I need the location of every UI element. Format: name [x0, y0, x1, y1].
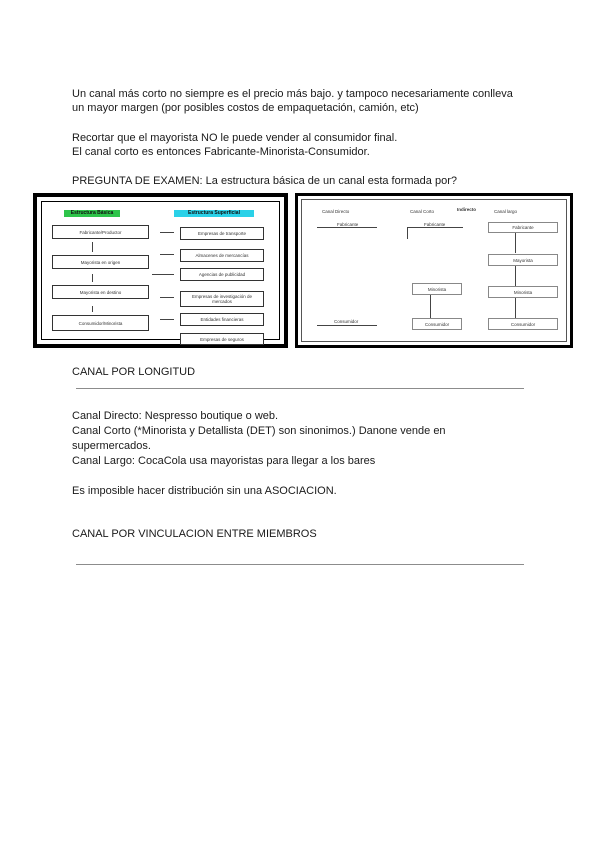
paragraph-line: Canal Directo: Nespresso boutique o web. — [72, 410, 279, 422]
paragraph-line: Un canal más corto no siempre es el precio más bajo. y tampoco necesariamente conlleva — [72, 88, 513, 100]
section-divider — [76, 564, 524, 565]
section-title: CANAL POR VINCULACION ENTRE MIEMBROS — [72, 528, 317, 540]
paragraph-line: Canal Corto (*Minorista y Detallista (DET) son sinonimos.) Danone vende en — [72, 425, 446, 437]
channel-length-diagram-frame — [301, 199, 567, 342]
connector-line — [407, 227, 408, 239]
superficial-box: Entidades financieras — [180, 313, 264, 326]
connector-line — [160, 297, 174, 298]
connector-arrow — [515, 233, 516, 253]
connector-arrow — [92, 242, 93, 252]
paragraph-line: Recortar que el mayorista NO le puede vender al consumidor final. — [72, 132, 398, 144]
superficial-box: Empresas de seguros — [180, 333, 264, 345]
paragraph-line: supermercados. — [72, 440, 151, 452]
basic-box: Mayorista en destino — [52, 285, 149, 299]
channel-node: Minorista — [488, 286, 558, 298]
structure-diagram — [33, 193, 288, 348]
channel-header: Indirecto — [457, 207, 477, 212]
basic-box: Consumidor/Minorista — [52, 315, 149, 331]
channel-node: Fabricante — [488, 222, 558, 233]
node-line — [407, 227, 463, 228]
superficial-box: Empresas de transporte — [180, 227, 264, 240]
section-title: CANAL POR LONGITUD — [72, 366, 196, 378]
channel-header: Canal Directo — [322, 209, 350, 214]
basic-box: Mayorista en origen — [52, 255, 149, 269]
connector-arrow — [515, 266, 516, 286]
channel-node: Consumidor — [334, 319, 359, 324]
channel-length-diagram — [295, 193, 573, 348]
paragraph-line: un mayor margen (por posibles costos de empaquetación, camión, etc) — [72, 102, 419, 114]
basic-box: Fabricante/Productor — [52, 225, 149, 239]
connector-line — [160, 319, 174, 320]
paragraph-line: El canal corto es entonces Fabricante-Minorista-Consumidor. — [72, 146, 370, 158]
connector-line — [152, 274, 174, 275]
structure-diagram-frame — [41, 201, 280, 340]
channel-node: Minorista — [412, 283, 462, 295]
connector-arrow — [430, 295, 431, 320]
connector-line — [160, 254, 174, 255]
connector-arrow — [92, 306, 93, 312]
connector-arrow — [515, 298, 516, 318]
connector-line — [160, 232, 174, 233]
basic-structure-header: Estructura Básica — [64, 210, 120, 217]
superficial-box: Empresas de investigación de mercados — [180, 291, 264, 307]
channel-node: Consumidor — [412, 318, 462, 330]
section-divider — [76, 388, 524, 389]
connector-arrow — [92, 274, 93, 282]
channel-header: Canal Corto — [410, 209, 435, 214]
paragraph-line: Canal Largo: CocaCola usa mayoristas para llegar a los bares — [72, 455, 376, 467]
superficial-structure-header: Estructura Superficial — [174, 210, 254, 217]
channel-node: Consumidor — [488, 318, 558, 330]
channel-node: Fabricante — [337, 222, 359, 227]
paragraph-line: Es imposible hacer distribución sin una ASOCIACION. — [72, 485, 337, 497]
channel-header: Canal largo — [494, 209, 518, 214]
channel-node: Fabricante — [424, 222, 446, 227]
superficial-box: Almacenes de mercancías — [180, 249, 264, 262]
channel-node: Mayorista — [488, 254, 558, 266]
node-line — [317, 227, 377, 228]
exam-question: PREGUNTA DE EXAMEN: La estructura básica de un canal esta formada por? — [72, 175, 457, 187]
superficial-box: Agencias de publicidad — [180, 268, 264, 281]
node-line — [317, 325, 377, 326]
